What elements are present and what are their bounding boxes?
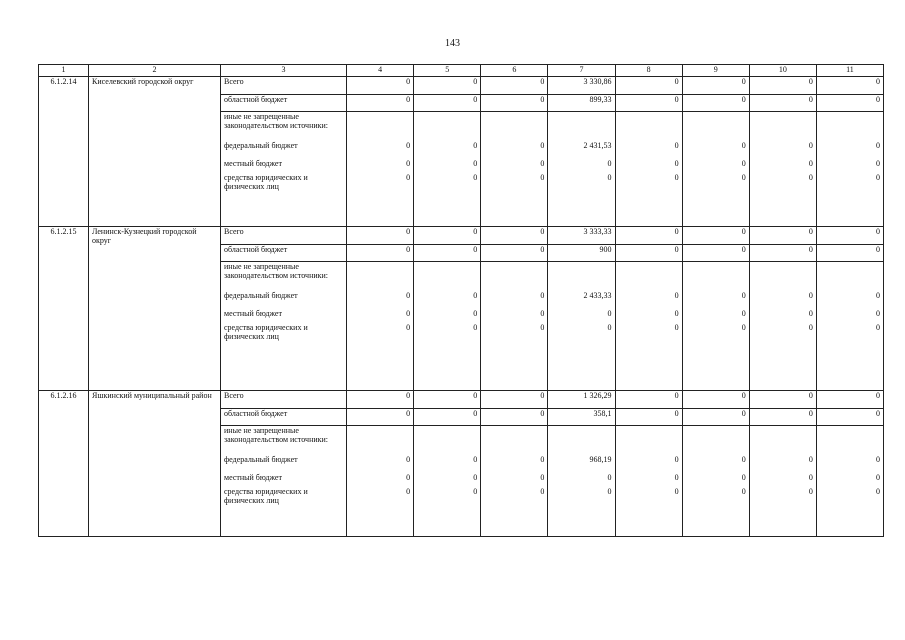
value-cell: 899,33: [548, 95, 615, 112]
value-cell: 0: [615, 227, 682, 245]
column-header: 9: [682, 65, 749, 77]
value-cell: 0: [682, 323, 749, 391]
value-cell: 0: [481, 409, 548, 426]
value-cell: 0: [749, 77, 816, 95]
value-cell: 0: [615, 455, 682, 473]
value-cell: 0: [816, 409, 883, 426]
value-cell: 358,1: [548, 409, 615, 426]
value-cell: 0: [682, 141, 749, 159]
value-cell: 0: [682, 95, 749, 112]
municipality-name: Яшкинский муниципальный район: [89, 391, 221, 537]
value-cell: [414, 426, 481, 455]
value-cell: 2 431,53: [548, 141, 615, 159]
funding-source-label: областной бюджет: [221, 245, 347, 262]
value-cell: 0: [414, 141, 481, 159]
value-cell: 0: [481, 473, 548, 487]
value-cell: 0: [347, 309, 414, 323]
column-header: 6: [481, 65, 548, 77]
value-cell: 0: [481, 323, 548, 391]
value-cell: 0: [682, 473, 749, 487]
value-cell: 0: [749, 487, 816, 537]
funding-source-label: средства юридических и физических лиц: [221, 487, 347, 537]
value-cell: 0: [481, 291, 548, 309]
value-cell: 0: [347, 455, 414, 473]
value-cell: 1 326,29: [548, 391, 615, 409]
value-cell: 0: [615, 473, 682, 487]
funding-source-label: средства юридических и физических лиц: [221, 323, 347, 391]
value-cell: 0: [414, 391, 481, 409]
value-cell: 0: [414, 173, 481, 227]
value-cell: [347, 426, 414, 455]
value-cell: [548, 262, 615, 291]
value-cell: 900: [548, 245, 615, 262]
value-cell: [548, 426, 615, 455]
value-cell: [548, 112, 615, 141]
value-cell: 0: [481, 391, 548, 409]
value-cell: 0: [816, 323, 883, 391]
value-cell: 0: [682, 173, 749, 227]
value-cell: [749, 426, 816, 455]
value-cell: 0: [749, 141, 816, 159]
value-cell: 0: [615, 95, 682, 112]
funding-source-label: средства юридических и физических лиц: [221, 173, 347, 227]
value-cell: 0: [615, 173, 682, 227]
value-cell: 0: [682, 391, 749, 409]
value-cell: 0: [347, 323, 414, 391]
value-cell: 0: [749, 309, 816, 323]
value-cell: 0: [347, 173, 414, 227]
value-cell: 0: [749, 245, 816, 262]
value-cell: 0: [749, 409, 816, 426]
value-cell: 0: [682, 309, 749, 323]
value-cell: 0: [615, 159, 682, 173]
value-cell: 0: [615, 77, 682, 95]
value-cell: 0: [548, 473, 615, 487]
value-cell: 0: [816, 159, 883, 173]
value-cell: 0: [615, 245, 682, 262]
value-cell: 0: [414, 455, 481, 473]
value-cell: 0: [816, 291, 883, 309]
value-cell: 0: [682, 291, 749, 309]
value-cell: 0: [347, 245, 414, 262]
column-header: 5: [414, 65, 481, 77]
value-cell: 0: [615, 323, 682, 391]
value-cell: 0: [548, 173, 615, 227]
funding-source-label: областной бюджет: [221, 409, 347, 426]
value-cell: [749, 262, 816, 291]
funding-source-label: местный бюджет: [221, 309, 347, 323]
value-cell: [414, 262, 481, 291]
funding-source-label: областной бюджет: [221, 95, 347, 112]
row-code: 6.1.2.14: [39, 77, 89, 227]
funding-source-label: местный бюджет: [221, 473, 347, 487]
value-cell: 0: [682, 159, 749, 173]
value-cell: 0: [414, 95, 481, 112]
funding-source-label: федеральный бюджет: [221, 141, 347, 159]
value-cell: 0: [347, 291, 414, 309]
value-cell: 0: [347, 159, 414, 173]
value-cell: 0: [481, 227, 548, 245]
value-cell: 0: [347, 77, 414, 95]
value-cell: 0: [414, 309, 481, 323]
value-cell: [347, 262, 414, 291]
value-cell: 0: [749, 455, 816, 473]
value-cell: 0: [414, 245, 481, 262]
value-cell: 0: [347, 409, 414, 426]
value-cell: 0: [548, 487, 615, 537]
value-cell: 0: [682, 409, 749, 426]
value-cell: 0: [816, 141, 883, 159]
value-cell: [347, 112, 414, 141]
value-cell: 0: [347, 487, 414, 537]
value-cell: 0: [347, 473, 414, 487]
value-cell: 0: [481, 159, 548, 173]
value-cell: 0: [414, 487, 481, 537]
value-cell: 968,19: [548, 455, 615, 473]
value-cell: 3 333,33: [548, 227, 615, 245]
value-cell: [816, 112, 883, 141]
value-cell: 0: [749, 159, 816, 173]
column-header: 1: [39, 65, 89, 77]
value-cell: [615, 112, 682, 141]
value-cell: 0: [414, 323, 481, 391]
value-cell: [615, 262, 682, 291]
funding-source-label: Всего: [221, 77, 347, 95]
funding-source-label: Всего: [221, 391, 347, 409]
value-cell: 0: [816, 473, 883, 487]
budget-table: [38, 64, 884, 537]
column-header: 2: [89, 65, 221, 77]
value-cell: 2 433,33: [548, 291, 615, 309]
column-header: 10: [749, 65, 816, 77]
value-cell: [816, 262, 883, 291]
value-cell: 0: [481, 487, 548, 537]
row-code: 6.1.2.15: [39, 227, 89, 391]
page-number: 143: [445, 38, 460, 49]
value-cell: 0: [682, 487, 749, 537]
header-row: [39, 65, 884, 77]
value-cell: 0: [414, 409, 481, 426]
value-cell: 0: [347, 227, 414, 245]
value-cell: [816, 426, 883, 455]
municipality-name: Ленинск-Кузнецкий городской округ: [89, 227, 221, 391]
value-cell: 0: [414, 227, 481, 245]
value-cell: [682, 112, 749, 141]
value-cell: 0: [481, 141, 548, 159]
value-cell: 0: [816, 227, 883, 245]
funding-source-label: федеральный бюджет: [221, 455, 347, 473]
column-header: 11: [816, 65, 883, 77]
value-cell: 0: [682, 77, 749, 95]
table-row: [39, 227, 884, 245]
value-cell: 0: [749, 391, 816, 409]
funding-source-label: Всего: [221, 227, 347, 245]
value-cell: 0: [347, 141, 414, 159]
value-cell: 0: [548, 159, 615, 173]
value-cell: 0: [816, 309, 883, 323]
municipality-name: Киселевский городской округ: [89, 77, 221, 227]
value-cell: 0: [481, 309, 548, 323]
value-cell: [481, 262, 548, 291]
value-cell: 0: [749, 473, 816, 487]
funding-source-label: иные не запрещенные законодательством источники:: [221, 426, 347, 455]
value-cell: 0: [548, 323, 615, 391]
value-cell: [481, 426, 548, 455]
value-cell: 0: [481, 245, 548, 262]
value-cell: 0: [615, 309, 682, 323]
value-cell: 0: [682, 455, 749, 473]
value-cell: 0: [615, 141, 682, 159]
value-cell: 0: [749, 323, 816, 391]
value-cell: 0: [749, 227, 816, 245]
value-cell: 0: [682, 245, 749, 262]
value-cell: [481, 112, 548, 141]
value-cell: 0: [816, 487, 883, 537]
value-cell: 0: [816, 245, 883, 262]
value-cell: 0: [481, 173, 548, 227]
value-cell: 0: [615, 409, 682, 426]
value-cell: 0: [414, 473, 481, 487]
value-cell: 3 330,86: [548, 77, 615, 95]
column-header: 4: [347, 65, 414, 77]
value-cell: 0: [481, 455, 548, 473]
value-cell: 0: [548, 309, 615, 323]
column-header: 8: [615, 65, 682, 77]
value-cell: 0: [749, 95, 816, 112]
table-row: [39, 77, 884, 95]
value-cell: [615, 426, 682, 455]
table-row: [39, 391, 884, 409]
value-cell: 0: [816, 95, 883, 112]
row-code: 6.1.2.16: [39, 391, 89, 537]
value-cell: 0: [481, 95, 548, 112]
value-cell: 0: [347, 95, 414, 112]
value-cell: 0: [481, 77, 548, 95]
column-header: 7: [548, 65, 615, 77]
funding-source-label: местный бюджет: [221, 159, 347, 173]
value-cell: [749, 112, 816, 141]
value-cell: 0: [414, 77, 481, 95]
value-cell: 0: [816, 455, 883, 473]
value-cell: 0: [414, 291, 481, 309]
value-cell: 0: [816, 77, 883, 95]
value-cell: 0: [816, 173, 883, 227]
value-cell: 0: [615, 291, 682, 309]
value-cell: [682, 426, 749, 455]
value-cell: 0: [615, 487, 682, 537]
value-cell: 0: [414, 159, 481, 173]
value-cell: 0: [816, 391, 883, 409]
column-header: 3: [221, 65, 347, 77]
value-cell: 0: [749, 173, 816, 227]
funding-source-label: федеральный бюджет: [221, 291, 347, 309]
value-cell: 0: [749, 291, 816, 309]
value-cell: 0: [682, 227, 749, 245]
value-cell: [682, 262, 749, 291]
funding-source-label: иные не запрещенные законодательством источники:: [221, 262, 347, 291]
value-cell: 0: [615, 391, 682, 409]
funding-source-label: иные не запрещенные законодательством источники:: [221, 112, 347, 141]
value-cell: 0: [347, 391, 414, 409]
value-cell: [414, 112, 481, 141]
